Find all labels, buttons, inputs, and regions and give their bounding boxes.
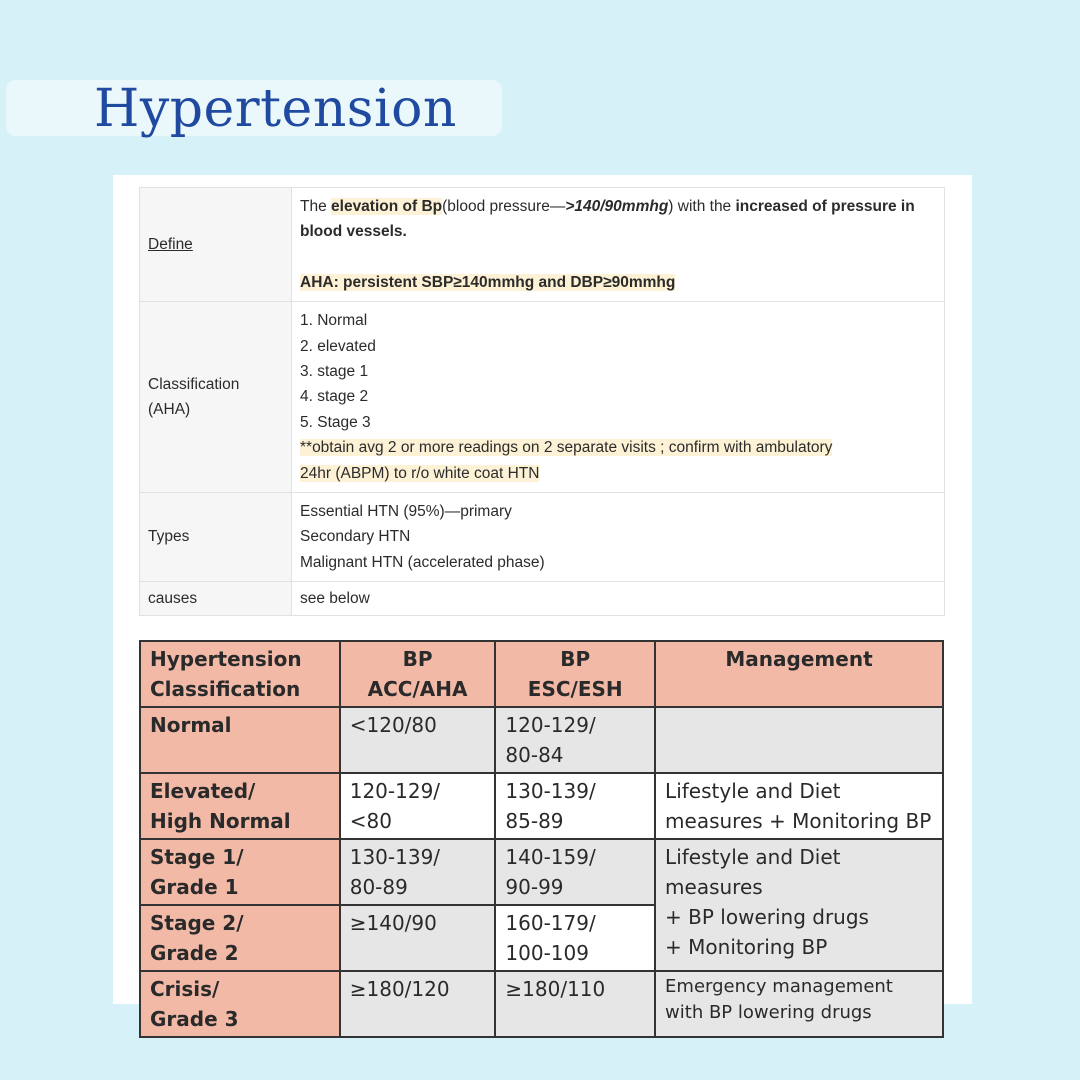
classification-value [292,302,945,493]
types-label-cell [140,493,292,582]
define-bold-1: elevation of Bp [331,198,443,215]
define-value [292,188,945,302]
row-name: Elevated/ High Normal [140,773,340,839]
classification-note: **obtain avg 2 or more readings on 2 separate visits ; confirm with ambulatory [300,439,833,457]
types-value [292,493,945,582]
row-name: Stage 2/ Grade 2 [140,905,340,971]
define-row [140,188,945,302]
acc-value: <120/80 [340,707,496,773]
table-row [140,773,943,839]
table-row [140,839,943,905]
classification-note-cont: 24hr (ABPM) to r/o white coat HTN [300,464,540,482]
classification-label-sub: (AHA) [148,401,191,419]
acc-value: ≥180/120 [340,971,496,1037]
table-row [140,707,943,773]
list-item: 3. stage 1 [300,363,369,381]
types-row [140,493,945,582]
esc-value: 120-129/ 80-84 [495,707,655,773]
header-classification: Hypertension Classification [140,641,340,707]
causes-row [140,582,945,616]
esc-value: ≥180/110 [495,971,655,1037]
define-text: The elevation of Bp(blood pressure—>140/90mmhg) with the increased of pressure in blood vessels. [300,198,915,241]
info-table [139,187,945,616]
header-management: Management [655,641,943,707]
page-title: Hypertension [94,79,457,139]
table-row [140,971,943,1037]
types-label: Types [148,528,190,546]
define-label: Define [148,235,193,253]
classification-table [139,640,944,1038]
row-name: Crisis/ Grade 3 [140,971,340,1037]
define-threshold: >140/90mmhg [565,198,669,215]
header-acc-aha: BP ACC/AHA [340,641,496,707]
management-empty [655,707,943,773]
define-label-cell [140,188,292,302]
classification-label-cell [140,302,292,493]
esc-value: 140-159/ 90-99 [495,839,655,905]
causes-value: see below [292,582,945,616]
list-item: Secondary HTN [300,528,411,546]
list-item: 1. Normal [300,312,368,330]
row-name: Normal [140,707,340,773]
list-item: 2. elevated [300,337,376,355]
list-item: 5. Stage 3 [300,413,371,431]
define-bold-2: increased of pressure in blood vessels. [300,198,915,241]
list-item: 4. stage 2 [300,388,369,406]
management-value: Lifestyle and Diet measures + BP lowering drugs + Monitoring BP [655,839,943,971]
management-value: Lifestyle and Diet measures + Monitoring BP [655,773,943,839]
row-name: Stage 1/ Grade 1 [140,839,340,905]
management-value: Emergency management with BP lowering drugs [655,971,943,1037]
header-esc-esh: BP ESC/ESH [495,641,655,707]
classification-row [140,302,945,493]
classification-label: Classification [148,376,240,394]
esc-value: 160-179/ 100-109 [495,905,655,971]
define-aha: AHA: persistent SBP≥140mmhg and DBP≥90mmhg [300,273,676,291]
esc-value: 130-139/ 85-89 [495,773,655,839]
table-header-row [140,641,943,707]
acc-value: 130-139/ 80-89 [340,839,496,905]
acc-value: ≥140/90 [340,905,496,971]
list-item: Malignant HTN (accelerated phase) [300,553,545,571]
causes-label: causes [148,589,198,607]
list-item: Essential HTN (95%)—primary [300,503,512,521]
acc-value: 120-129/ <80 [340,773,496,839]
causes-label-cell [140,582,292,616]
